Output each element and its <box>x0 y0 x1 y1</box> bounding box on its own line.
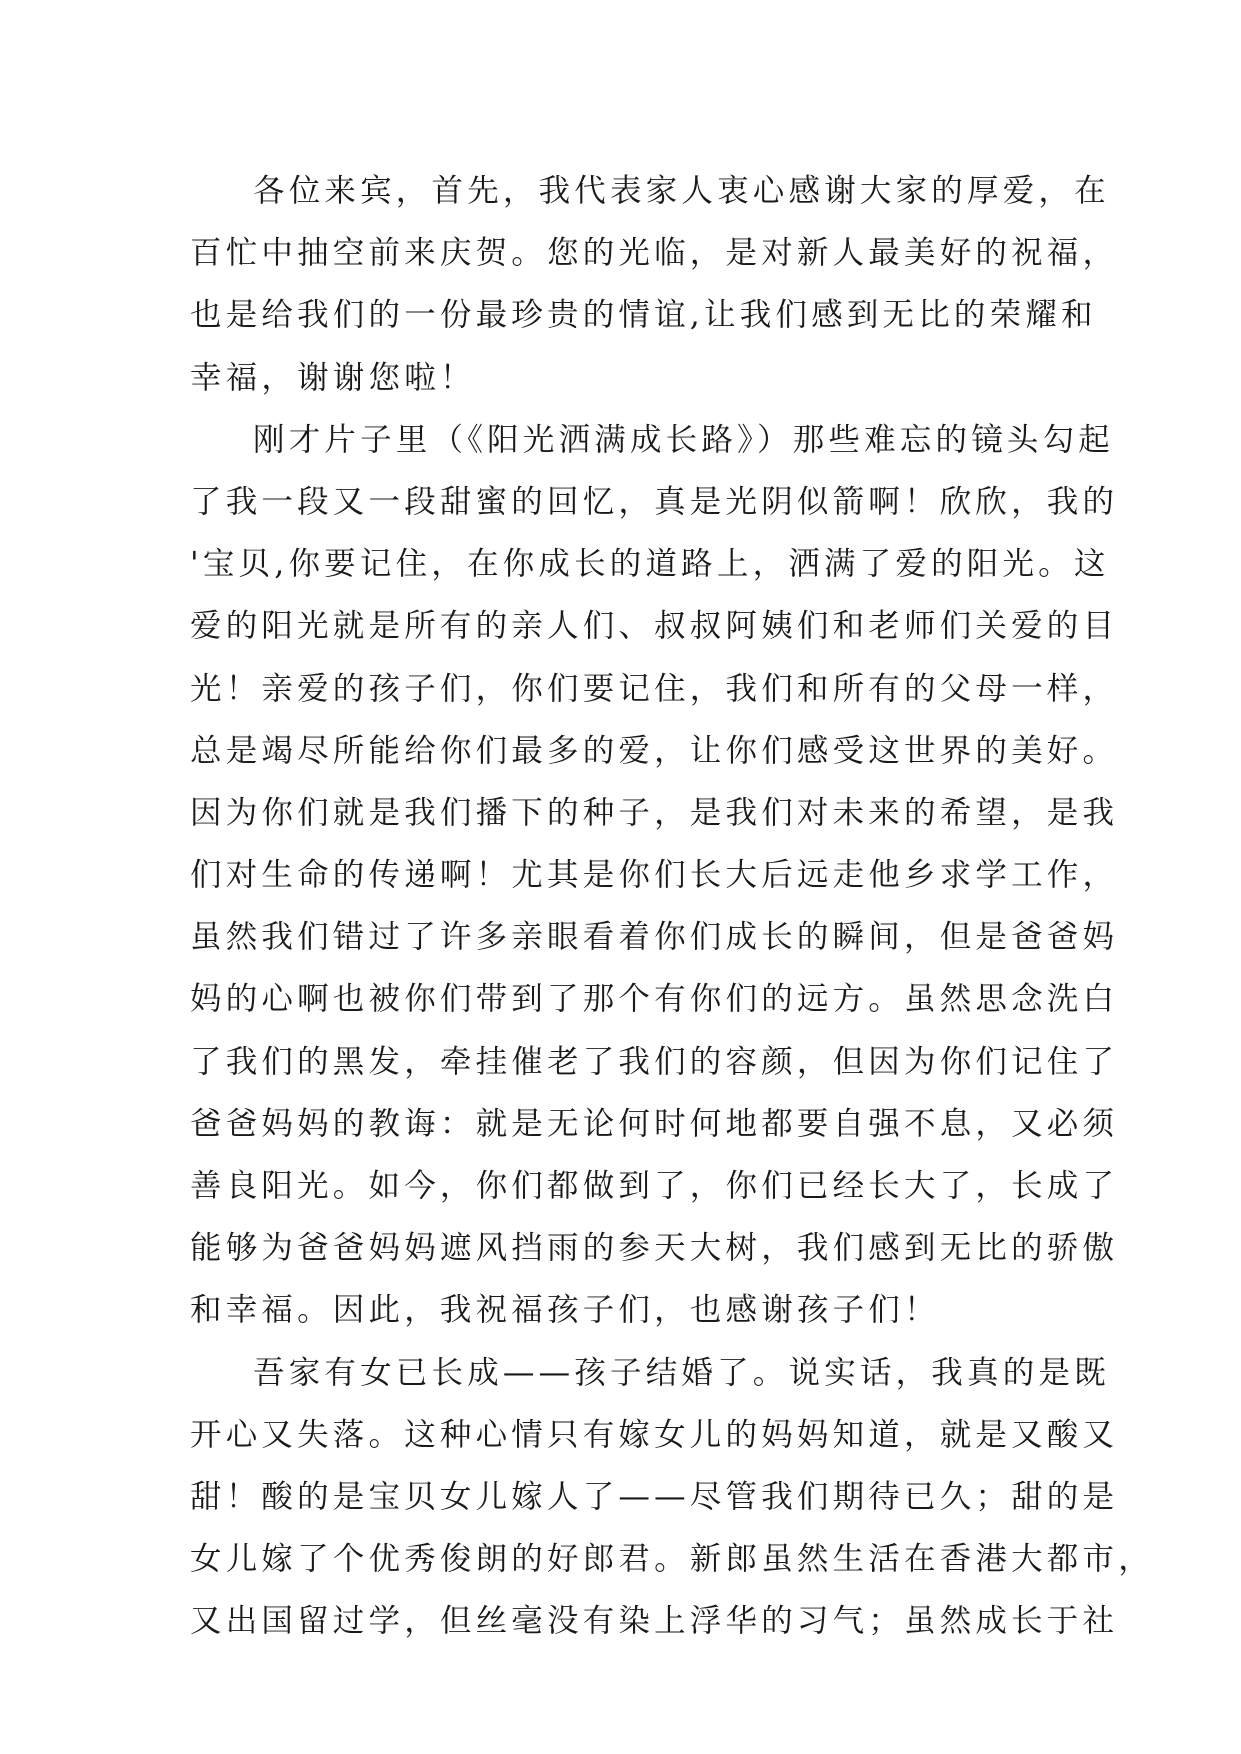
paragraph-line: 善良阳光。如今，你们都做到了，你们已经长大了，长成了 <box>190 1168 1119 1204</box>
paragraph-memories <box>190 409 1119 1342</box>
paragraph-line: 光！亲爱的孩子们，你们要记住，我们和所有的父母一样， <box>190 670 1119 707</box>
paragraph-line: 又出国留过学，但丝毫没有染上浮华的习气；虽然成长于社 <box>190 1603 1119 1640</box>
paragraph-line: 能够为爸爸妈妈遮风挡雨的参天大树，我们感到无比的骄傲 <box>190 1230 1119 1267</box>
paragraph-line: 也是给我们的一份最珍贵的情谊,让我们感到无比的荣耀和 <box>190 297 1097 334</box>
paragraph-daughter-wedding <box>190 1342 1154 1653</box>
paragraph-line: 百忙中抽空前来庆贺。您的光临，是对新人最美好的祝福， <box>190 235 1119 272</box>
document-body <box>190 160 1154 1653</box>
paragraph-line: 吾家有女已长成——孩子结婚了。说实话，我真的是既 <box>253 1354 1110 1391</box>
paragraph-line: 爸爸妈妈的教诲：就是无论何时何地都要自强不息，又必须 <box>190 1105 1119 1142</box>
paragraph-line: 爱的阳光就是所有的亲人们、叔叔阿姨们和老师们关爱的目 <box>190 608 1119 645</box>
paragraph-line: 女儿嫁了个优秀俊朗的好郎君。新郎虽然生活在香港大都市， <box>190 1541 1154 1578</box>
paragraph-line: 各位来宾，首先，我代表家人衷心感谢大家的厚爱，在 <box>253 173 1110 209</box>
paragraph-line: 了我们的黑发，牵挂催老了我们的容颜，但因为你们记住了 <box>190 1043 1119 1080</box>
paragraph-line: 幸福，谢谢您啦！ <box>190 359 476 396</box>
paragraph-line: 们对生命的传递啊！尤其是你们长大后远走他乡求学工作， <box>190 857 1119 894</box>
paragraph-line: 甜！酸的是宝贝女儿嫁人了——尽管我们期待已久；甜的是 <box>190 1478 1119 1515</box>
paragraph-welcome <box>190 160 1119 409</box>
paragraph-line: 总是竭尽所能给你们最多的爱，让你们感受这世界的美好。 <box>190 732 1119 769</box>
paragraph-line: 刚才片子里（《阳光洒满成长路》）那些难忘的镜头勾起 <box>253 421 1115 458</box>
paragraph-line: 了我一段又一段甜蜜的回忆，真是光阴似箭啊！欣欣，我的 <box>190 483 1119 520</box>
paragraph-line: 和幸福。因此，我祝福孩子们，也感谢孩子们！ <box>190 1292 940 1329</box>
paragraph-line: '宝贝,你要记住，在你成长的道路上，洒满了爱的阳光。这 <box>190 546 1110 583</box>
paragraph-line: 因为你们就是我们播下的种子，是我们对未来的希望，是我 <box>190 794 1119 831</box>
paragraph-line: 虽然我们错过了许多亲眼看着你们成长的瞬间，但是爸爸妈 <box>190 919 1119 956</box>
paragraph-line: 开心又失落。这种心情只有嫁女儿的妈妈知道，就是又酸又 <box>190 1416 1119 1453</box>
paragraph-line: 妈的心啊也被你们带到了那个有你们的远方。虽然思念洗白 <box>190 981 1119 1018</box>
